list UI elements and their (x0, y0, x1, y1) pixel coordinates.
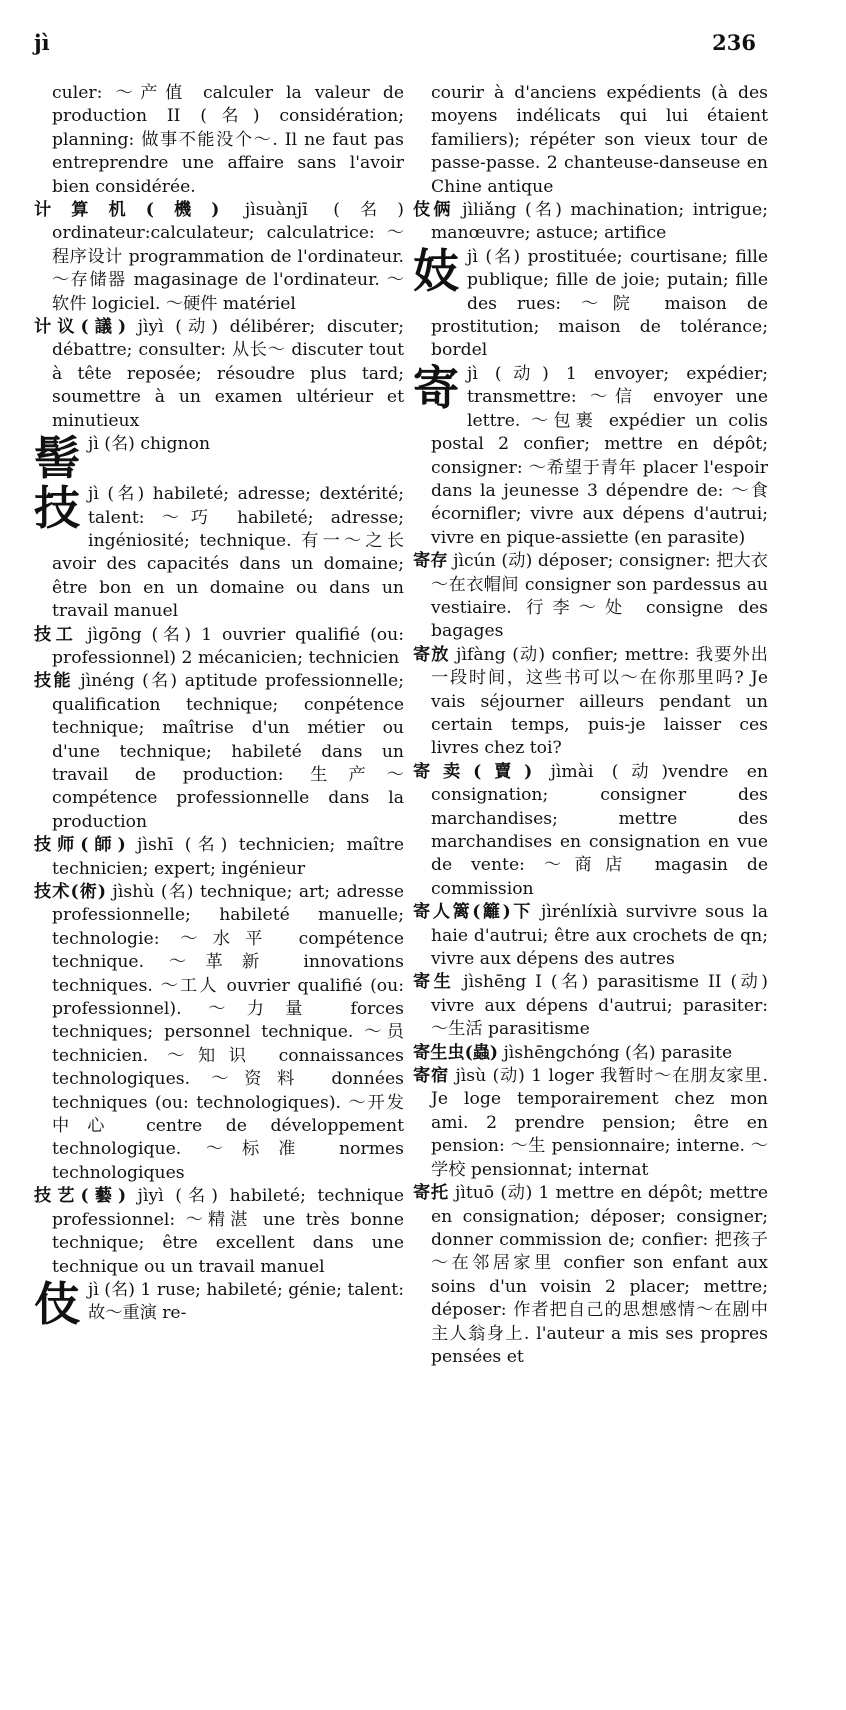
entry-character: 妓 (413, 243, 459, 298)
character-entry (413, 360, 768, 550)
entry-text: jì (名) 1 ruse; habileté; génie; talent: 故～重演 re- (88, 1279, 404, 1324)
dictionary-entry (413, 901, 768, 971)
entry-headword: 伎俩 (413, 200, 454, 221)
entry-headword: 技师(師) (34, 835, 126, 856)
entry-character: 髻 (34, 431, 80, 486)
dictionary-entry (413, 644, 768, 761)
entry-headword: 计议(議) (34, 317, 127, 338)
left-column (34, 82, 404, 1329)
entry-headword: 技术(術) (34, 882, 107, 902)
entry-continuation (34, 82, 404, 199)
character-entry (34, 483, 404, 623)
entry-text: jì (名) prostituée; courtisane; fille publique; fille de joie; putain; fille des rues: ～院 maison de prostitution; maison de tolérance; bordel (431, 246, 768, 361)
entry-text: jìtuō (动) 1 mettre en dépôt; mettre en consignation; déposer; consigner; donner commission de; confier: 把孩子～在邻居家里 confier son enfant aux soins d'un voisin 2 placer; mettre; déposer: 作者把自己的思想感情～在剧中主人翁身上. l'auteur a mis ses propres pensées et (431, 1183, 768, 1367)
entry-character: 伎 (34, 1276, 80, 1331)
entry-text: jìshēngchóng (名) parasite (498, 1042, 733, 1063)
entry-text: jìgōng (名) 1 ouvrier qualifié (ou: professionnel) 2 mécanicien; technicien (52, 624, 404, 668)
entry-character: 技 (34, 481, 80, 536)
entry-headword: 计算机(機) (34, 200, 220, 221)
dictionary-entry (34, 316, 404, 433)
entry-text: jìshù (名) technique; art; adresse professionnelle; habileté manuelle; technologie: ～水平 compétence technique. ～革新 innovations techniques. ～工人 ouvrier qualifié (ou: professionnel). ～力量 forces techniques; personnel technique. ～员 technicien. ～知识 connaissances technologiques. ～资料 données techniques (ou: technologiques). ～开发中心 centre de développement technologique. ～标准 normes technologiques (52, 882, 405, 1183)
character-entry (413, 243, 768, 363)
entry-character: 寄 (413, 360, 459, 415)
dictionary-entry (413, 1182, 768, 1369)
entry-text: jìnéng (名) aptitude professionnelle; qualification technique; conpétence technique; maîtrise d'un métier ou d'une technique; habileté dans un travail de production: 生产～ compétence professionnelle dans la production (52, 671, 404, 832)
entry-text: jì (名) chignon (88, 434, 211, 455)
entry-headword: 技能 (34, 671, 73, 692)
entry-headword: 技工 (34, 624, 78, 645)
entry-headword: 寄托 (413, 1183, 449, 1204)
entry-headword: 寄生 (413, 972, 455, 993)
entry-text: jìrénlíxià survivre sous la haie d'autrui; être aux crochets de qn; vivre aux dépens des autres (431, 902, 768, 970)
entry-text: jì (名) habileté; adresse; dextérité; talent: ～巧 habileté; adresse; ingéniosité; technique. 有一～之长 avoir des capacités dans un domaine; être bon en un domaine ou dans un travail manuel (52, 484, 404, 622)
entry-text: jìshī (名) technicien; maître technicien; expert; ingénieur (52, 835, 405, 879)
entry-headword: 寄宿 (413, 1066, 450, 1087)
dictionary-entry (34, 199, 404, 316)
dictionary-entry (413, 1042, 768, 1065)
entry-text: jìliǎng (名) machination; intrigue; manœuvre; astuce; artifice (431, 200, 768, 244)
character-entry (34, 431, 404, 486)
entry-headword: 寄人篱(籬)下 (413, 902, 534, 923)
dictionary-entry (34, 1185, 404, 1279)
dictionary-entry (34, 670, 404, 834)
dictionary-entry (413, 971, 768, 1041)
entry-headword: 技艺(藝) (34, 1186, 127, 1207)
entry-text: jìmài (动)vendre en consignation; consigner des marchandises; mettre des marchandises en consignation en vue de vente: ～商店 magasin de commission (431, 761, 768, 899)
entry-headword: 寄放 (413, 644, 450, 665)
entry-text: jìsù (动) 1 loger 我暂时～在朋友家里. Je loge temporairement chez mon ami. 2 prendre pension; être en pension: ～生 pensionnaire; interne. ～学校 pensionnat; internat (431, 1066, 768, 1180)
entry-text: jìfàng (动) confier; mettre: 我要外出一段时间，这些书可以～在你那里吗? Je vais séjourner ailleurs pendant un certain temps, puis-je laisser ces livres chez toi? (431, 644, 768, 759)
dictionary-entry (413, 550, 768, 644)
right-column (413, 82, 768, 1369)
running-head-pinyin: jì (34, 30, 50, 55)
page-number: 236 (712, 30, 756, 55)
entry-text: jìyì (动) délibérer; discuter; débattre; consulter: 从长～ discuter tout à tête reposée; résoudre plus tard; soumettre à un examen ultérieur et minutieux (52, 317, 404, 431)
entry-headword: 寄卖(賣) (413, 761, 533, 782)
dictionary-entry (413, 1065, 768, 1182)
entry-headword: 寄存 (413, 551, 448, 572)
entry-continuation (413, 82, 768, 199)
entry-text: jì (动) 1 envoyer; expédier; transmettre: ～信 envoyer une lettre. ～包裹 expédier un colis postal 2 confier; mettre en dépôt; consigner: ～希望于青年 placer l'espoir dans la jeunesse 3 dépendre de: ～食 écornifler; vivre aux dépens d'autrui; vivre en pique-assiette (en parasite) (431, 363, 768, 548)
entry-text: jìyì (名) habileté; technique professionnel: ～精湛 une très bonne technique; être excellent dans une technique ou un travail manuel (52, 1186, 404, 1277)
entry-text: courir à d'anciens expédients (à des moyens indélicats qui lui étaient familiers); répéter son vieux tour de passe-passe. 2 chanteuse-danseuse en Chine antique (431, 83, 768, 197)
entry-text: jìsuànjī (名) ordinateur:calculateur; calculatrice: ～程序设计 programmation de l'ordinateur. ～存储器 magasinage de l'ordinateur. ～软件 logiciel. ～硬件 matériel (52, 200, 405, 314)
entry-text: jìshēng I (名) parasitisme II (动) vivre aux dépens d'autrui; parasiter: ～生活 parasitisme (431, 972, 768, 1040)
entry-headword: 寄生虫(蟲) (413, 1042, 499, 1063)
dictionary-entry (413, 199, 768, 246)
dictionary-entry (413, 761, 768, 901)
entry-text: culer: ～产值 calculer la valeur de production II (名) considération; planning: 做事不能没个～. Il ne faut pas entreprendre une affaire sans l'avoir bien considérée. (52, 83, 404, 197)
entry-text: jìcún (动) déposer; consigner: 把大衣～在衣帽间 consigner son pardessus au vestiaire. 行李～处 consigne des bagages (431, 551, 768, 642)
character-entry (34, 1276, 404, 1331)
dictionary-entry (34, 834, 404, 881)
dictionary-entry (34, 881, 404, 1185)
dictionary-entry (34, 624, 404, 671)
